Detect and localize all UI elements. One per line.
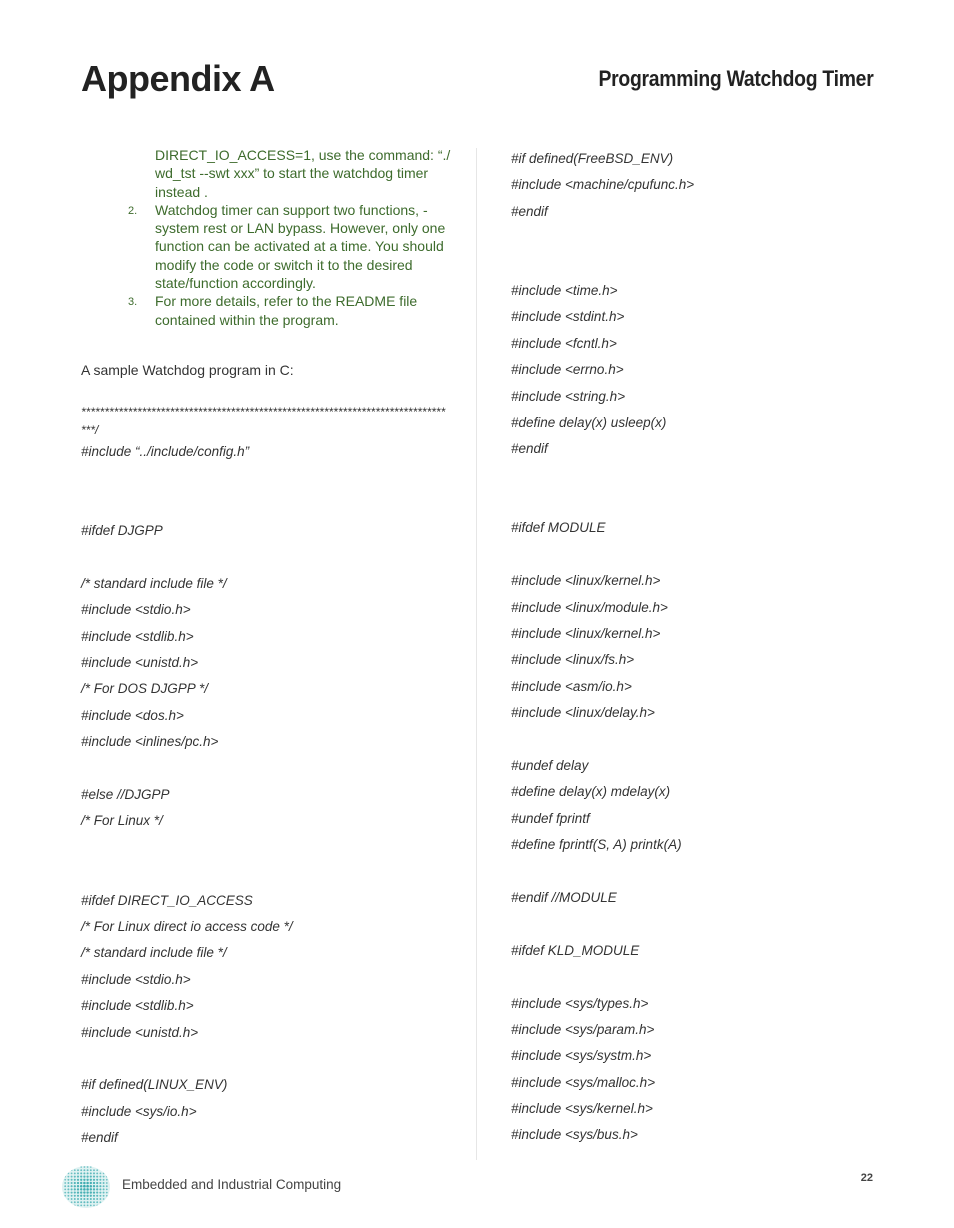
code-line: #include <sys/types.h>: [511, 995, 649, 1011]
code-line: #include <time.h>: [511, 282, 618, 298]
code-line: #define delay(x) usleep(x): [511, 414, 667, 430]
code-line: #include <machine/cpufunc.h>: [511, 177, 695, 193]
code-line: #endif //MODULE: [511, 889, 617, 905]
code-line: [511, 463, 891, 489]
page-title: Appendix A: [81, 58, 275, 99]
code-line: #ifdef DIRECT_IO_ACCESS: [81, 892, 253, 908]
comment-stars: *********************************************************************************/: [81, 404, 446, 437]
code-line: [81, 465, 456, 491]
code-line: #include <linux/fs.h>: [511, 652, 635, 668]
code-line: #include <sys/param.h>: [511, 1021, 655, 1037]
code-block-right: [511, 146, 891, 1149]
code-line: #include <sys/bus.h>: [511, 1127, 638, 1143]
note-item: [81, 201, 456, 292]
note-text: For more details, refer to the README file contained within the program.: [155, 293, 418, 328]
code-line: #include <stdio.h>: [81, 602, 191, 618]
code-line: #undef delay: [511, 757, 589, 773]
code-line: /* For Linux */: [81, 813, 163, 829]
left-column: [81, 146, 456, 1152]
code-line: #define delay(x) mdelay(x): [511, 784, 671, 800]
code-line: #include <string.h>: [511, 388, 626, 404]
notes-list: [81, 146, 456, 329]
code-line: /* standard include file */: [81, 945, 227, 961]
note-text: Watchdog timer can support two functions, - system rest or LAN bypass. However, only one function can be activated at a time. You should modify the code or switch it to the desired state/function accordingly.: [155, 201, 446, 292]
code-line: [511, 964, 891, 990]
code-line: [81, 545, 456, 571]
code-line: #include <linux/kernel.h>: [511, 573, 661, 589]
code-line: #include <inlines/pc.h>: [81, 734, 219, 750]
code-line: #define fprintf(S, A) printk(A): [511, 837, 682, 853]
code-line: #endif: [511, 203, 548, 219]
code-line: [81, 492, 456, 518]
right-column: [511, 146, 891, 1149]
code-line: #include <asm/io.h>: [511, 678, 632, 694]
code-line: #include <linux/module.h>: [511, 599, 668, 615]
note-number: 3.: [128, 296, 138, 309]
code-line: #if defined(LINUX_ENV): [81, 1077, 228, 1093]
intro-text: A sample Watchdog program in C:: [81, 361, 294, 378]
footer-company-text: Embedded and Industrial Computing: [122, 1177, 342, 1192]
code-line: #include <sys/kernel.h>: [511, 1101, 653, 1117]
page-number: 22: [860, 1172, 873, 1184]
code-line: [511, 252, 891, 278]
code-line: [511, 542, 891, 568]
code-line: #ifdef DJGPP: [81, 523, 163, 539]
code-line: #endif: [511, 441, 548, 457]
note-item: [81, 292, 456, 329]
code-line: #ifdef MODULE: [511, 520, 606, 536]
note-number: 2.: [128, 204, 138, 217]
code-line: /* For DOS DJGPP */: [81, 681, 209, 697]
code-line: #include <sys/malloc.h>: [511, 1074, 656, 1090]
code-line: #include “../include/config.h”: [81, 443, 250, 459]
code-line: #include <fcntl.h>: [511, 335, 617, 351]
code-line: #include <stdlib.h>: [81, 998, 194, 1014]
code-line: [81, 861, 456, 887]
code-line: #include <stdint.h>: [511, 309, 625, 325]
code-line: [511, 859, 891, 885]
note-continuation: DIRECT_IO_ACCESS=1, use the command: “./ wd_tst --swt xxx” to start the watchdog timer instead .: [155, 147, 451, 200]
code-line: #include <errno.h>: [511, 362, 624, 378]
code-line: [511, 727, 891, 753]
code-line: #include <dos.h>: [81, 707, 184, 723]
code-line: [511, 225, 891, 251]
code-line: #include <unistd.h>: [81, 655, 199, 671]
code-line: [511, 911, 891, 937]
code-line: #include <sys/systm.h>: [511, 1048, 652, 1064]
code-line: #include <linux/kernel.h>: [511, 626, 661, 642]
code-line: #include <stdlib.h>: [81, 628, 194, 644]
code-line: #include <stdio.h>: [81, 971, 191, 987]
code-line: #if defined(FreeBSD_ENV): [511, 151, 674, 166]
section-title: Programming Watchdog Timer: [598, 66, 873, 91]
code-line: #include <sys/io.h>: [81, 1103, 197, 1119]
code-line: #undef fprintf: [511, 810, 590, 826]
code-line: /* standard include file */: [81, 575, 227, 591]
code-line: #endif: [81, 1130, 118, 1146]
code-line: [511, 489, 891, 515]
code-line: /* For Linux direct io access code */: [81, 919, 293, 934]
code-line: [81, 756, 456, 782]
code-line: #else //DJGPP: [81, 787, 170, 803]
code-line: #include <unistd.h>: [81, 1024, 199, 1040]
code-line: #include <linux/delay.h>: [511, 705, 655, 721]
code-line: [81, 835, 456, 861]
column-divider: [476, 148, 477, 1160]
code-block-left: [81, 439, 456, 1152]
globe-logo-icon: [60, 1164, 112, 1210]
code-line: #ifdef KLD_MODULE: [511, 942, 640, 958]
code-line: [81, 1046, 456, 1072]
